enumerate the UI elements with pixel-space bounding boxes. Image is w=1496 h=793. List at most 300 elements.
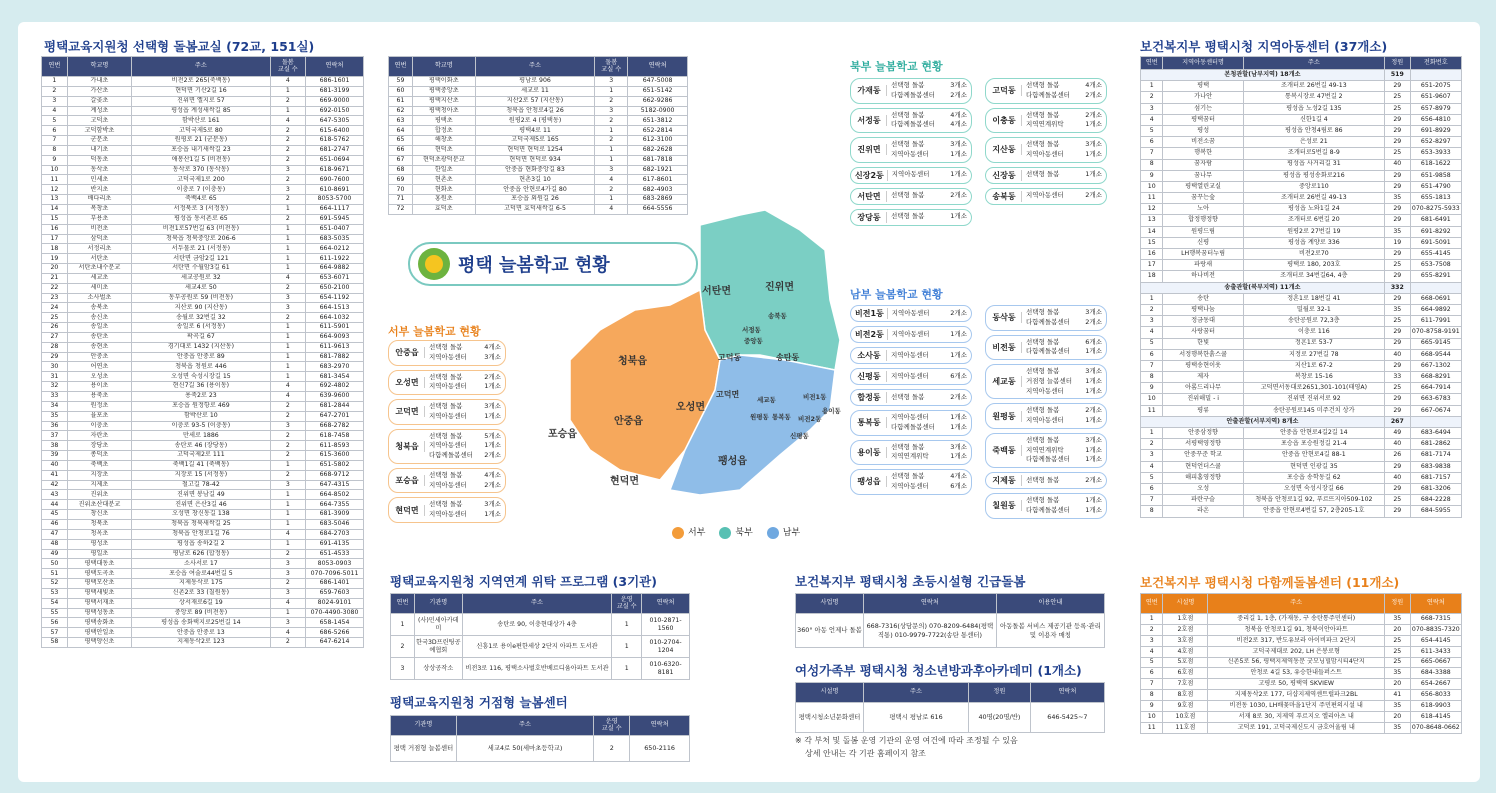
table-cell: 29 [1384,215,1410,226]
header-cell: 연락처 [1030,683,1104,703]
table-cell: 664-9882 [306,264,364,274]
table-cell: 서평택영정향 [1163,439,1243,450]
map-label-poseung: 포승읍 [548,429,577,440]
table-cell: 4 [1141,114,1163,125]
table-cell: 9호점 [1163,701,1208,712]
table-cell: 조개터로5번길 8-9 [1243,148,1384,159]
table-cell: 계성초 [67,106,131,116]
table-cell: 한국3D프린팅공예협회 [414,636,462,658]
region-card-row: 지역아동센터 1개소 [1026,416,1102,424]
table-cell: 이충로 7 (이충동) [132,185,270,195]
table-cell: 신촌2로 33 (칠원동) [132,588,270,598]
table-cell: 3 [595,106,628,116]
table-cell: 18 [42,244,68,254]
table-cell: 2 [595,116,628,126]
region-card-row: 선택형 돌봄 4개소 [429,343,501,351]
table-cell: 2 [270,401,305,411]
table-row [42,195,364,205]
table-row [1141,439,1462,450]
table-cell: 비전2로 265(죽백동) [132,77,270,87]
table-cell: 원정초 [67,401,131,411]
table-row [1141,316,1462,327]
table-cell: 평성읍 평성송화로216 [1243,170,1384,181]
table-cell: 비전동 1030, LH배꽃마을1단지 주민편의시설 내 [1208,701,1385,712]
table-cell: 29 [1384,271,1410,282]
header-cell: 주소 [456,716,594,736]
table-cell: 고덕로 191, 고덕국제신도시 금호어울림 내 [1208,722,1385,733]
table-cell: 35 [1384,193,1410,204]
table-cell: 1 [270,244,305,254]
table-cell: 653-3933 [1410,148,1461,159]
map-label-godeok-dong: 고덕동 [718,353,742,362]
region-card-row: 선택형 돌봄 3개소 [891,140,967,148]
table-cell: 40 [1384,159,1410,170]
header-cell: 연락처 [628,57,688,77]
table-cell: 070-4490-3080 [306,608,364,618]
map-label-oseong: 오성면 [676,402,705,413]
table-cell: 통복시장로 47번길 2 [1243,92,1384,103]
table-cell: 651-9858 [1410,170,1461,181]
table-row [42,392,364,402]
table-cell: 664-5556 [628,204,688,214]
table-cell: 2 [270,441,305,451]
table-cell: 5 [42,116,68,126]
table-row [1141,148,1462,159]
table-cell: 평택4로 11 [475,126,595,136]
table-cell: 38 [42,441,68,451]
table-row [42,628,364,638]
north-cards-left [850,78,972,230]
table-cell: 2 [270,136,305,146]
header-cell: 전화번호 [1410,57,1461,70]
table-cell: 평택열린교실 [1163,181,1243,192]
table-cell: 8053-0903 [306,559,364,569]
table-row [389,116,688,126]
table-cell: 평성읍 동서촌로 65 [132,214,270,224]
table-cell: 681-2844 [306,401,364,411]
table-cell: 647-5008 [628,77,688,87]
table-cell: 40 [1384,472,1410,483]
table-cell: 070-8275-5933 [1410,204,1461,215]
table-cell: 9 [1141,383,1163,394]
table-row [42,214,364,224]
program-title: 평택교육지원청 지역연계 위탁 프로그램 (3기관) [390,574,657,589]
table-cell: 611-3433 [1410,646,1461,657]
table-cell: 진위면 옐지로 57 [132,96,270,106]
table-cell: 2 [270,283,305,293]
table-cell: 포승읍 내기새싹길 23 [132,145,270,155]
region-dong-name: 세교동 [990,376,1022,387]
table-cell: 1 [270,264,305,274]
emergency-table [795,593,1105,648]
region-card-row: 지역아동센터 1개소 [891,170,967,179]
table-cell: 25 [1384,635,1410,646]
table-cell: 690-7600 [306,175,364,185]
table-cell: 갈곶초 [67,96,131,106]
table-cell: 현덕초 [412,145,475,155]
region-dong-name: 포승읍 [393,475,425,486]
table-cell: 안중읍 현화중앙길 83 [475,165,595,175]
table-cell: 49 [42,549,68,559]
table-cell: 동삭초 [67,165,131,175]
table-cell: 포승읍 송학동길 62 [1243,472,1384,483]
region-card [850,389,972,406]
table-row [42,362,364,372]
table-cell: 4 [1141,646,1163,657]
region-card-row: 다함께돌봄센터 2개소 [891,90,967,99]
table-cell: 17 [42,234,68,244]
table-cell: 51 [42,569,68,579]
table-cell: 지산1로 67-2 [1243,360,1384,371]
table-cell: 691-5945 [306,214,364,224]
table-cell: 용이초 [67,382,131,392]
table-cell: 2 [270,145,305,155]
emergency-title: 보건복지부 평택시청 초등시설형 긴급돌봄 [795,574,1026,589]
table-cell: 오성면 숙성시장길 15 [132,372,270,382]
table-cell: 13 [1141,215,1163,226]
region-card-row: 선택형 돌봄 2개소 [1026,475,1102,484]
table-cell: 2 [1141,92,1163,103]
region-card-row: 지역아동센터 1개소 [891,350,967,359]
table-cell: 611-5901 [306,323,364,333]
table-cell: 30 [42,362,68,372]
table-cell: 070-8835-7320 [1410,624,1461,635]
region-card [985,472,1107,489]
table-cell: 684-2703 [306,529,364,539]
table-cell: 29 [1384,461,1410,472]
table-cell: 현촌3길 10 [475,175,595,185]
table-cell: 죽백1길 41 (죽백동) [132,460,270,470]
table-cell: 홍원초 [412,195,475,205]
table-cell: 지제초 [67,480,131,490]
table-cell: 반지초 [67,185,131,195]
table-cell: 647-5305 [306,116,364,126]
table-cell: 3 [270,569,305,579]
table-cell: 평택중앙초 [412,86,475,96]
table-cell: 664-1513 [306,303,364,313]
table-cell: 618-1622 [1410,159,1461,170]
table-cell: 평일초 [67,549,131,559]
table-cell: 1 [270,332,305,342]
table-cell: 함박산로 161 [132,116,270,126]
table-cell: 2 [270,579,305,589]
table-cell: 평성초 [67,539,131,549]
region-dong-name: 비전1동 [855,308,888,319]
table-cell: 안중읍 안중로 89 [132,352,270,362]
table-cell: 29 [1384,483,1410,494]
region-card-row: 지역아동센터 6개소 [891,481,967,490]
region-card [850,440,972,466]
table-cell: 지장초 [67,470,131,480]
table-cell: 25 [1384,657,1410,668]
table-row [1141,260,1462,271]
table-cell: 안중읍 안현로4가길 80 [475,185,595,195]
table-cell: 16 [42,224,68,234]
table-cell: 611-8593 [306,441,364,451]
table-row [1141,668,1462,679]
table-cell: 비전초 [67,224,131,234]
table-cell: 안중꾸준 학교 [1163,450,1243,461]
table-cell: 송현초 [67,342,131,352]
region-card [850,326,972,343]
table-row [1141,712,1462,723]
table-cell: 29 [1384,204,1410,215]
table-cell: 4호점 [1163,646,1208,657]
table-row [42,569,364,579]
region-card [850,78,972,104]
table-cell: 1 [1141,81,1163,92]
table-cell: 2 [270,313,305,323]
table-cell: 서탄면 금암2길 121 [132,254,270,264]
table-cell: 꿈자람 [1163,159,1243,170]
region-card [850,108,972,134]
table-cell: 656-8033 [1410,690,1461,701]
table-cell: 송북초 [67,303,131,313]
table-cell: 정흔1로 53-7 [1243,338,1384,349]
table-cell: 61 [389,96,413,106]
table-cell: 지정로 27번길 78 [1243,349,1384,360]
table-row [1141,249,1462,260]
north-cards-right [985,78,1107,209]
table-cell: 17 [1141,260,1163,271]
table-row [1141,226,1462,237]
table-cell: 010-2704-1204 [642,636,690,658]
table-cell: 664-9093 [306,332,364,342]
table-row [42,145,364,155]
region-card [850,167,972,184]
table-cell: 진위해밀 - i [1163,394,1243,405]
table-cell: 1 [270,106,305,116]
table-cell: 19 [1384,237,1410,248]
table-cell: 평택성동초 [67,608,131,618]
region-card [985,433,1107,468]
table-cell: 29 [1384,394,1410,405]
table-row [42,588,364,598]
table-cell: 1 [270,372,305,382]
center-title: 평택교육지원청 거점형 늘봄센터 [390,695,568,710]
table-cell: 3 [270,185,305,195]
table-cell: 25 [1384,103,1410,114]
region-card-row: 지역아동센터 1개소 [429,441,501,450]
table-cell: 10 [1141,394,1163,405]
table-cell: 2 [270,175,305,185]
table-cell: 33 [1384,372,1410,383]
table-cell: 1 [270,323,305,333]
table-cell: 29 [1384,137,1410,148]
header-cell: 주소 [462,594,612,614]
table-cell: 684-5955 [1410,506,1461,517]
table-cell: 10 [1141,712,1163,723]
table-cell: 서두물로 21 (서정동) [132,244,270,254]
table-row [1141,461,1462,472]
table-cell: 1 [270,362,305,372]
table-cell: 은성로 21 [1243,137,1384,148]
table-cell: 평남로 626 (합정동) [132,549,270,559]
table-cell: 070-8648-0662 [1410,722,1461,733]
table-cell: 20 [1384,712,1410,723]
table-cell: 27 [42,332,68,342]
table-cell: 지산로 90 (지산동) [132,303,270,313]
table-cell: 포승읍 원정항로 469 [132,401,270,411]
table-cell: 37 [42,431,68,441]
table-cell: 18 [1141,271,1163,282]
table-cell: 고덕함박초 [67,126,131,136]
table-cell: 덕동초 [67,155,131,165]
table-cell: 1 [595,155,628,165]
table-cell: 오성초 [67,372,131,382]
map-title: 평택 늘봄학교 현황 [458,255,610,276]
table-cell: 지제동삭2로 177, 더샵지제역센트럴파크2BL [1208,690,1385,701]
table-cell: 41 [1384,690,1410,701]
table-cell: 41 [42,470,68,480]
table-row [1141,416,1462,427]
table-cell: 지산2로 57 (지산동) [475,96,595,106]
table-cell: 철고길 78-42 [132,480,270,490]
table-cell: 원평드림 [1163,226,1243,237]
table-cell: 664-7355 [306,500,364,510]
category-capacity: 519 [1384,70,1410,81]
table-cell: 평성읍 노성2길 135 [1243,103,1384,114]
pyeongtaek-logo-icon [418,248,450,280]
region-dong-name: 신장2동 [855,170,888,181]
table-cell: 고덕국제대로 202, LH 은봉로형 [1208,646,1385,657]
region-dong-name: 장당동 [855,212,887,223]
table-cell: 애봉산1길 5 (비전동) [132,155,270,165]
table-cell: 오성면 숙성시장길 66 [1243,483,1384,494]
table-cell: 고덕면 효덕새싹길 6-5 [475,204,595,214]
region-card-row: 선택형 돌봄 3개소 [1026,140,1102,148]
table-cell: 1호점 [1163,614,1208,625]
table-cell: 비전2로70 [1243,249,1384,260]
table-cell: 35 [42,411,68,421]
region-card [388,468,506,494]
table-cell: 56 [42,618,68,628]
table-cell: 자란초 [67,431,131,441]
table-row [1141,327,1462,338]
table-cell: 고덕국제5로 80 [132,126,270,136]
table-cell: 9 [42,155,68,165]
table-row [42,441,364,451]
table-cell: 1 [1141,293,1163,304]
category-capacity: 267 [1384,416,1410,427]
region-dong-name: 고덕동 [990,85,1022,96]
table-cell: 1 [595,195,628,205]
table-row [42,421,364,431]
region-card-row: 다함께돌봄센터 4개소 [891,120,967,129]
table-row [389,126,688,136]
table-row [389,86,688,96]
region-dong-name: 신평동 [855,371,887,382]
table-cell: 오성 [1163,483,1243,494]
table-cell: 615-6400 [306,126,364,136]
table-row [42,352,364,362]
table-cell: 2 [391,636,415,658]
table-cell: 15 [42,214,68,224]
region-card-row: 지역아동센터 1개소 [1026,149,1102,158]
table-row [389,77,688,87]
table-cell: 36 [42,421,68,431]
region-card-row: 지역아동센터 1개소 [1026,386,1102,395]
table-cell: 664-9892 [1410,304,1461,315]
table-cell: 상상공작소 [414,658,462,680]
table-cell: 현화초 [412,185,475,195]
table-cell: 691-4135 [306,539,364,549]
table-cell: 송탄로 46 (장당동) [132,441,270,451]
region-dong-name: 서정동 [855,115,887,126]
table-cell: 29 [1384,125,1410,136]
table-cell: 010-2871-1560 [642,614,690,636]
region-card-row: 선택형 돌봄 4개소 [429,470,501,479]
table-cell: 6 [42,126,68,136]
table-cell: 부용초 [67,214,131,224]
table-cell: 16 [1141,249,1163,260]
table-row [42,293,364,303]
region-card-row: 선택형 돌봄 3개소 [1026,367,1102,375]
header-cell: 지역아동센터명 [1163,57,1243,70]
table-cell: 송탄 [1163,293,1243,304]
table-cell: 아동돌봄 서비스 제공기관 등록·관리 및 이용자 매칭 [996,614,1104,648]
region-card-row: 선택형 돌봄 3개소 [1026,308,1102,316]
table-row [42,342,364,352]
table-cell: 가산초 [67,86,131,96]
table-row [1141,405,1462,416]
table-row [42,224,364,234]
table-cell: 651-3812 [628,116,688,126]
table-cell: 평성읍 송하2길 2 [132,539,270,549]
table-row [42,126,364,136]
table-cell: 이충초 [67,421,131,431]
category-phone [1410,70,1461,81]
table-cell: 8053-5700 [306,195,364,205]
table-cell: 25 [1384,383,1410,394]
region-dong-name: 가재동 [855,85,887,96]
table-cell: 59 [389,77,413,87]
map-label-paengseong: 팽성읍 [718,456,747,467]
map-label-godeok-myeon: 고덕면 [716,390,740,399]
table-row [42,155,364,165]
table-cell: 현덕언더스쿨 [1163,461,1243,472]
table-cell: 26 [1384,450,1410,461]
table-cell: 57 [42,628,68,638]
table-cell: 해피홈영정향 [1163,472,1243,483]
table-cell: 서탄면 수월암3길 61 [132,264,270,274]
table-row [42,283,364,293]
table-cell: 1 [1141,614,1163,625]
table-cell: 서탄초 [67,254,131,264]
table-cell: 평성 [1163,125,1243,136]
table-cell: 6호점 [1163,668,1208,679]
table-cell: 35 [1384,668,1410,679]
table-cell: 평류 [1163,405,1243,416]
table-cell: 꿈나무 [1163,170,1243,181]
table-cell: 장당초 [67,441,131,451]
table-cell: 1 [270,352,305,362]
table-row [1141,92,1462,103]
table-cell: 39 [42,451,68,461]
region-card-row: 선택형 돌봄 3개소 [429,402,501,410]
table-cell: 654-1192 [306,293,364,303]
table-cell: 681-7157 [1410,472,1461,483]
table-cell: 1 [595,145,628,155]
region-card [985,137,1107,163]
table-cell: 683-2970 [306,362,364,372]
table-cell: 행복한 [1163,148,1243,159]
table-row [1141,701,1462,712]
table-cell: 군문초 [67,136,131,146]
table-cell: (사)민세아카데미 [414,614,462,636]
region-dong-name: 신장동 [990,170,1022,181]
region-dong-name: 용이동 [855,447,887,458]
